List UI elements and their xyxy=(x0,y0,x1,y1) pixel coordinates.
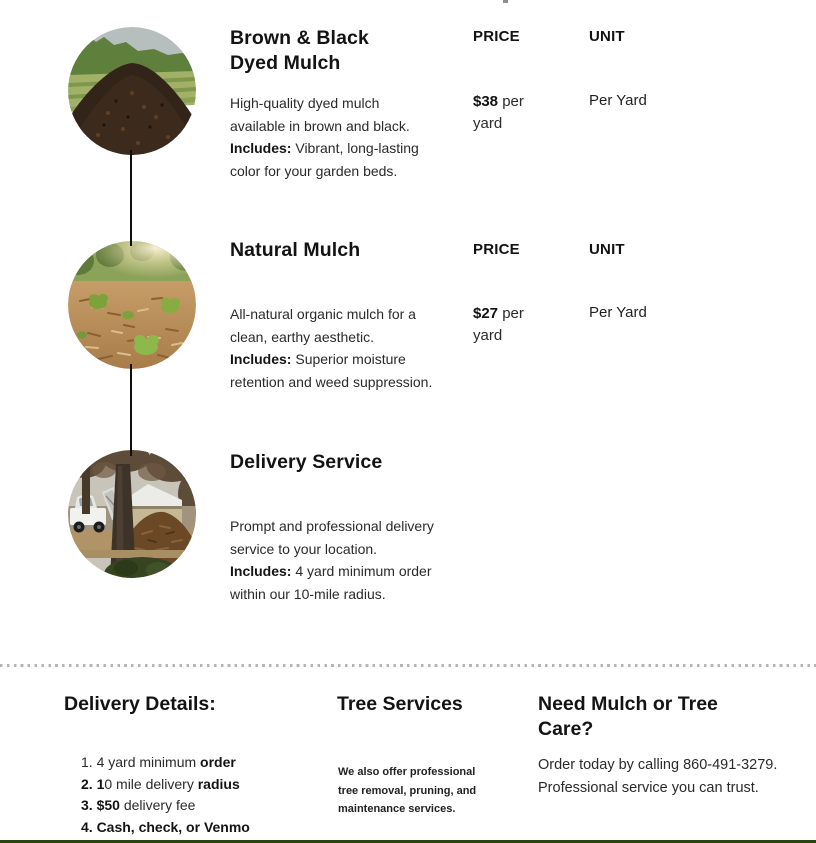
description-text: Superior moisture retention and weed suppression. xyxy=(230,351,433,391)
delivery-truck-photo xyxy=(68,450,196,578)
dyed-mulch-pile-photo xyxy=(68,27,196,155)
timeline-connector xyxy=(130,364,132,456)
unit-column-header: UNIT xyxy=(589,241,625,258)
product-description xyxy=(230,303,435,394)
unit-column-header: UNIT xyxy=(589,28,625,45)
contact-body: Order today by calling 860-491-3279. Professional service you can trust. xyxy=(538,757,778,796)
price-unit-suffix: per yard xyxy=(473,93,529,132)
list-item-text: 4. Cash, check, or Venmo xyxy=(81,819,250,836)
description-text: Prompt and professional delivery service to your location. xyxy=(230,518,438,557)
includes-label: Includes: xyxy=(230,351,292,368)
list-item xyxy=(81,817,311,839)
price-unit-suffix: per yard xyxy=(473,305,529,344)
list-item xyxy=(81,752,311,774)
product-title: Delivery Service xyxy=(230,451,383,473)
price-value xyxy=(473,91,545,134)
product-title: Brown & Black Dyed Mulch xyxy=(230,27,369,74)
delivery-details-list xyxy=(81,752,311,839)
natural-mulch-ground-photo xyxy=(68,241,196,369)
clipped-content-fragment xyxy=(503,0,508,3)
list-item xyxy=(81,774,311,796)
unit-value: Per Yard xyxy=(589,304,647,321)
list-item xyxy=(81,795,311,817)
description-text: High-quality dyed mulch available in brown and black. xyxy=(230,95,414,134)
price-amount: $27 xyxy=(473,305,499,322)
price-amount: $38 xyxy=(473,93,499,110)
list-item-text: delivery fee xyxy=(119,797,196,814)
price-column-header: PRICE xyxy=(473,241,520,258)
list-item-text: 1. 4 yard minimum xyxy=(81,754,201,770)
description-text: 4 yard minimum order within our 10-mile radius. xyxy=(230,563,436,603)
dotted-divider xyxy=(0,664,816,667)
product-description xyxy=(230,92,435,183)
tree-services-body: We also offer professional tree removal, pruning, and maintenance services. xyxy=(338,766,477,815)
includes-label: Includes: xyxy=(230,563,292,580)
price-value xyxy=(473,303,545,346)
product-description xyxy=(230,515,438,606)
includes-label: Includes: xyxy=(230,140,292,157)
unit-value: Per Yard xyxy=(589,92,647,109)
list-item-text: 3. $50 xyxy=(81,797,120,814)
delivery-details-heading: Delivery Details: xyxy=(64,693,216,715)
list-item-text: 0 mile delivery xyxy=(104,775,198,792)
tree-services-heading: Tree Services xyxy=(337,693,463,715)
contact-heading: Need Mulch or Tree Care? xyxy=(538,693,718,740)
description-text: All-natural organic mulch for a clean, earthy aesthetic. xyxy=(230,306,420,345)
list-item-text: order xyxy=(200,754,236,770)
description-text: Vibrant, long-lasting color for your garden beds. xyxy=(230,140,423,180)
price-column-header: PRICE xyxy=(473,28,520,45)
list-item-text: 2. 1 xyxy=(81,775,105,792)
timeline-connector xyxy=(130,150,132,246)
list-item-text: radius xyxy=(197,775,240,792)
product-title: Natural Mulch xyxy=(230,239,361,261)
